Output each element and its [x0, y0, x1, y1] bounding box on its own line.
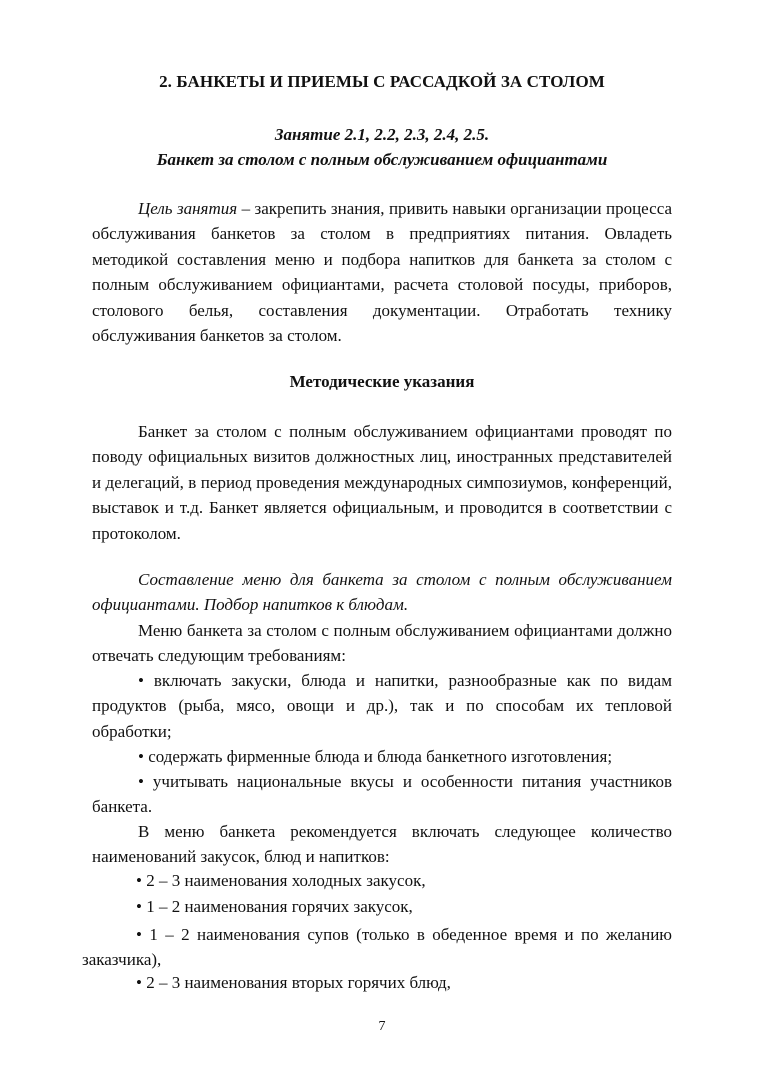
page-number: 7	[378, 1019, 386, 1034]
quantity-item: • 1 – 2 наименования горячих закусок,	[136, 897, 413, 916]
requirement-item: • учитывать национальные вкусы и особенности питания участников банкета.	[92, 772, 672, 817]
guidelines-heading: Методические указания	[289, 372, 475, 391]
quantity-intro-paragraph: В меню банкета рекомендуется включать следующее количество наименований закусок, блюд и напитков:	[92, 822, 672, 867]
guidelines-paragraph: Банкет за столом с полным обслуживанием официантами проводят по поводу официальных визитов должностных лиц, иностранных представителей и делегаций, в период проведения международных симпозиумов, конференций, выставок и т.д. Банкет является официальным, и проводится в соответствии с протоколом.	[92, 422, 672, 543]
chapter-title: 2. БАНКЕТЫ И ПРИЕМЫ С РАССАДКОЙ ЗА СТОЛОМ	[159, 72, 605, 91]
menu-italic-heading	[92, 567, 672, 618]
menu-italic-heading-text: Составление меню для банкета за столом с полным обслуживанием официантами. Подбор напитков к блюдам.	[92, 570, 672, 615]
quantity-item: • 2 – 3 наименования холодных закусок,	[136, 871, 426, 890]
quantity-item: • 2 – 3 наименования вторых горячих блюд,	[136, 973, 451, 992]
goal-paragraph	[92, 196, 672, 348]
quantity-item: • 1 – 2 наименования супов (только в обеденное время и по желанию заказчика),	[82, 925, 672, 970]
requirement-item: • включать закуски, блюда и напитки, разнообразные как по видам продуктов (рыба, мясо, овощи и др.), так и по способам их тепловой обработки;	[92, 671, 672, 741]
goal-text: – закрепить знания, привить навыки организации процесса обслуживания банкетов за столом в предприятиях питания. Овладеть методикой составления меню и подбора напитков для банкета за столом с полным обслуживанием официантами, расчета столовой посуды, приборов, столового белья, составления документации. Отработать технику обслуживания банкетов за столом.	[92, 199, 672, 346]
lesson-title: Банкет за столом с полным обслуживанием официантами	[156, 150, 608, 169]
requirement-item: • содержать фирменные блюда и блюда банкетного изготовления;	[138, 747, 613, 766]
goal-label: Цель занятия	[138, 199, 238, 218]
lesson-numbers: Занятие 2.1, 2.2, 2.3, 2.4, 2.5.	[274, 125, 490, 144]
menu-intro-paragraph: Меню банкета за столом с полным обслуживанием официантами должно отвечать следующим требованиям:	[92, 621, 672, 666]
